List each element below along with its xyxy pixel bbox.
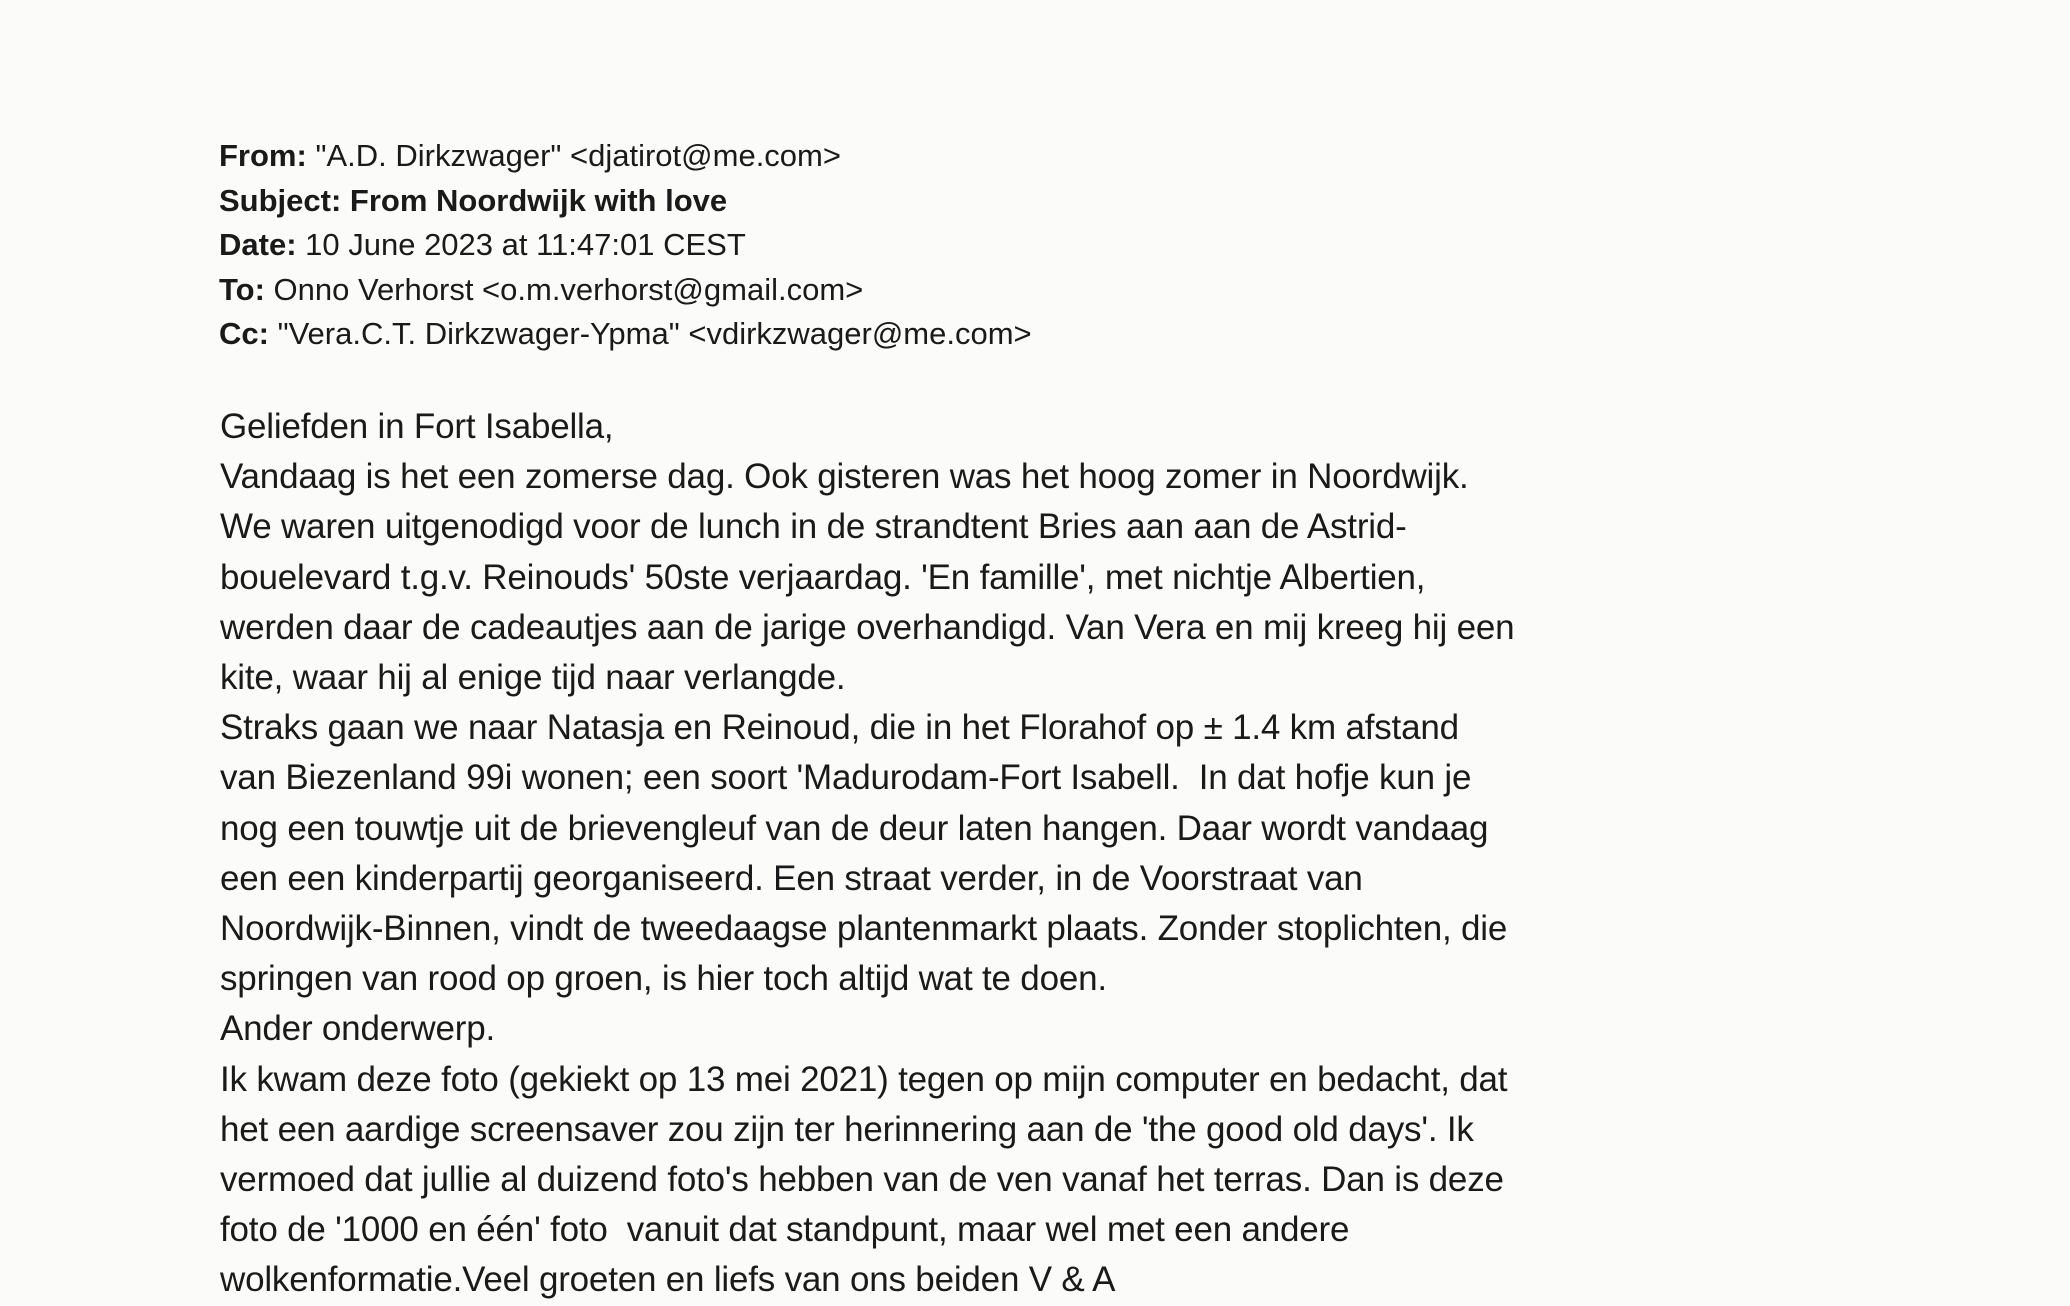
cc-line [219, 312, 1032, 357]
from-line [219, 134, 1032, 179]
date-line [219, 223, 1032, 268]
subject-line [219, 179, 1032, 224]
body-line: nog een touwtje uit de brievengleuf van de deur laten hangen. Daar wordt vandaag [220, 808, 1489, 848]
to-line [219, 268, 1032, 313]
body-line: Geliefden in Fort Isabella, [220, 407, 614, 446]
body-line: Straks gaan we naar Natasja en Reinoud, die in het Florahof op ± 1.4 km afstand [220, 708, 1459, 748]
subject-value: From Noordwijk with love [349, 182, 728, 218]
date-value: 10 June 2023 at 11:47:01 CEST [305, 227, 746, 262]
body-line: springen van rood op groen, is hier toch altijd wat te doen. [220, 959, 1107, 999]
body-line: een een kinderpartij georganiseerd. Een straat verder, in de Voorstraat van [220, 858, 1363, 898]
to-label: To: [219, 271, 265, 307]
cc-value: "Vera.C.T. Dirkzwager-Ypma" <vdirkzwager@me.com> [277, 316, 1032, 351]
body-line: Noordwijk-Binnen, vindt de tweedaagse plantenmarkt plaats. Zonder stoplichten, die [220, 909, 1508, 949]
body-line: werden daar de cadeautjes aan de jarige overhandigd. Van Vera en mij kreeg hij een [220, 607, 1515, 647]
body-line: bouelevard t.g.v. Reinouds' 50ste verjaardag. 'En famille', met nichtje Albertien, [220, 557, 1426, 597]
body-line: vermoed dat jullie al duizend foto's hebben van de ven vanaf het terras. Dan is deze [220, 1160, 1504, 1200]
email-body [220, 402, 1514, 1306]
body-line: wolkenformatie.Veel groeten en liefs van ons beiden V & A [220, 1260, 1116, 1300]
from-label: From: [219, 138, 307, 173]
cc-label: Cc: [219, 316, 269, 351]
email-header [219, 134, 1032, 357]
body-line: kite, waar hij al enige tijd naar verlangde. [220, 658, 846, 698]
body-line: Ander onderwerp. [220, 1009, 496, 1049]
body-line: Vandaag is het een zomerse dag. Ook gisteren was het hoog zomer in Noordwijk. [220, 457, 1469, 497]
body-line: het een aardige screensaver zou zijn ter herinnering aan de 'the good old days'. Ik [220, 1109, 1474, 1149]
from-value: "A.D. Dirkzwager" <djatirot@me.com> [315, 138, 841, 173]
body-line: van Biezenland 99i wonen; een soort 'Madurodam-Fort Isabell. In dat hofje kun je [220, 758, 1472, 798]
date-label: Date: [219, 227, 297, 262]
body-line: foto de '1000 en één' foto vanuit dat standpunt, maar wel met een andere [220, 1210, 1350, 1250]
subject-label: Subject: [219, 182, 342, 218]
body-line: We waren uitgenodigd voor de lunch in de strandtent Bries aan aan de Astrid- [220, 507, 1407, 547]
body-line: Ik kwam deze foto (gekiekt op 13 mei 2021) tegen op mijn computer en bedacht, dat [220, 1059, 1508, 1099]
to-value: Onno Verhorst <o.m.verhorst@gmail.com> [273, 271, 864, 307]
